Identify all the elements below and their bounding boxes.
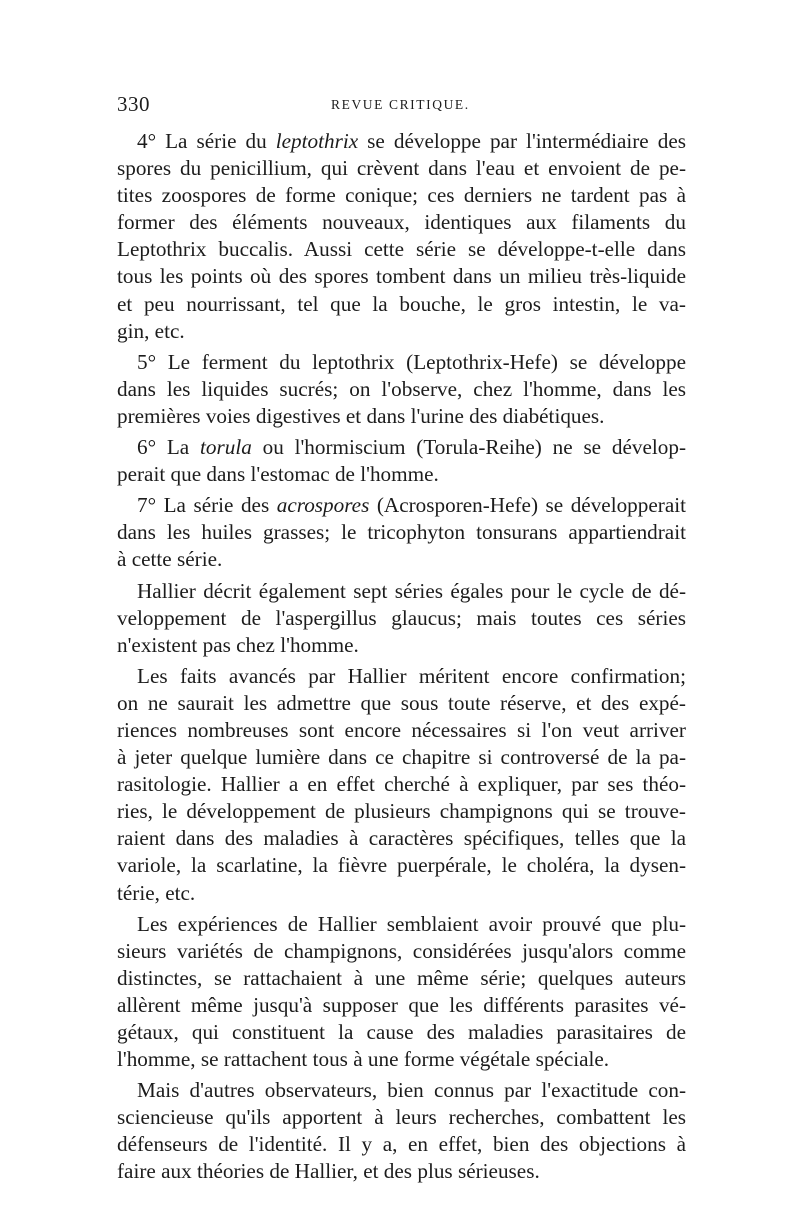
text-line: sieurs variétés de champignons, considérées jusqu'alors comme	[117, 938, 686, 963]
text-line: dans les liquides sucrés; on l'observe, chez l'homme, dans les	[117, 376, 686, 401]
text-line: veloppement de l'aspergillus glaucus; mais toutes ces séries	[117, 605, 686, 630]
text-line: 6° La torula ou l'hormiscium (Torula-Reihe) ne se dévelop-	[137, 435, 687, 460]
text-line: riences nombreuses sont encore nécessaires si l'on veut arriver	[117, 717, 686, 742]
paragraph	[117, 434, 686, 488]
text-line: Les faits avancés par Hallier méritent encore confirmation;	[137, 663, 686, 688]
text-line: à cette série.	[117, 547, 223, 572]
text-line: térie, etc.	[117, 880, 196, 905]
text-line: rasitologie. Hallier a en effet cherché à expliquer, par ses théo-	[117, 772, 686, 797]
text-line: distinctes, se rattachaient à une même série; quelques auteurs	[117, 965, 686, 990]
paragraph	[117, 578, 686, 659]
text-line: ries, le développement de plusieurs champignons qui se trouve-	[117, 799, 686, 824]
page-number: 330	[117, 92, 150, 116]
text-line: à jeter quelque lumière dans ce chapitre si controversé de la pa-	[117, 745, 686, 770]
text-line: spores du penicillium, qui crèvent dans l'eau et envoient de pe-	[117, 156, 686, 181]
paragraph	[117, 1077, 686, 1185]
text-line: 4° La série du leptothrix se développe par l'intermédiaire des	[137, 129, 686, 153]
text-line: 5° Le ferment du leptothrix (Leptothrix-Hefe) se développe	[137, 349, 686, 374]
text-line: et peu nourrissant, tel que la bouche, le gros intestin, le va-	[117, 291, 686, 316]
text-line: Mais d'autres observateurs, bien connus par l'exactitude con-	[137, 1078, 686, 1103]
text-line: n'existent pas chez l'homme.	[117, 632, 359, 657]
text-line: défenseurs de l'identité. Il y a, en effet, bien des objections à	[117, 1132, 686, 1157]
page-header	[117, 92, 686, 118]
paragraph	[117, 349, 686, 430]
body-text	[117, 128, 686, 1186]
text-line: variole, la scarlatine, la fièvre puerpérale, le choléra, la dysen-	[117, 853, 686, 878]
text-line: premières voies digestives et dans l'urine des diabétiques.	[117, 403, 605, 428]
text-line: l'homme, se rattachent tous à une forme végétale spéciale.	[117, 1047, 610, 1072]
paragraph	[117, 911, 686, 1074]
text-line: tites zoospores de forme conique; ces derniers ne tardent pas à	[117, 183, 686, 208]
running-head: REVUE CRITIQUE.	[331, 97, 470, 112]
text-line: former des éléments nouveaux, identiques aux filaments du	[117, 210, 686, 235]
paragraph	[117, 492, 686, 573]
text-line: dans les huiles grasses; le tricophyton tonsurans appartiendrait	[117, 520, 686, 545]
text-line: Leptothrix buccalis. Aussi cette série se développe-t-elle dans	[117, 237, 686, 262]
paragraph	[117, 128, 686, 345]
text-line: gin, etc.	[117, 318, 185, 343]
text-line: sciencieuse qu'ils apportent à leurs recherches, combattent les	[117, 1105, 686, 1130]
text-line: Les expériences de Hallier semblaient avoir prouvé que plu-	[137, 911, 686, 936]
text-line: faire aux théories de Hallier, et des plus sérieuses.	[117, 1159, 540, 1184]
text-line: 7° La série des acrospores (Acrosporen-Hefe) se développerait	[137, 493, 687, 518]
text-line: raient dans des maladies à caractères spécifiques, telles que la	[117, 826, 686, 851]
text-line: Hallier décrit également sept séries égales pour le cycle de dé-	[137, 578, 686, 603]
paragraph	[117, 663, 686, 907]
text-line: on ne saurait les admettre que sous toute réserve, et des expé-	[117, 690, 686, 715]
text-line: gétaux, qui constituent la cause des maladies parasitaires de	[117, 1020, 686, 1044]
text-line: allèrent même jusqu'à supposer que les différents parasites vé-	[117, 992, 686, 1017]
text-line: tous les points où des spores tombent dans un milieu très-liquide	[117, 264, 686, 289]
text-line: perait que dans l'estomac de l'homme.	[117, 462, 439, 487]
